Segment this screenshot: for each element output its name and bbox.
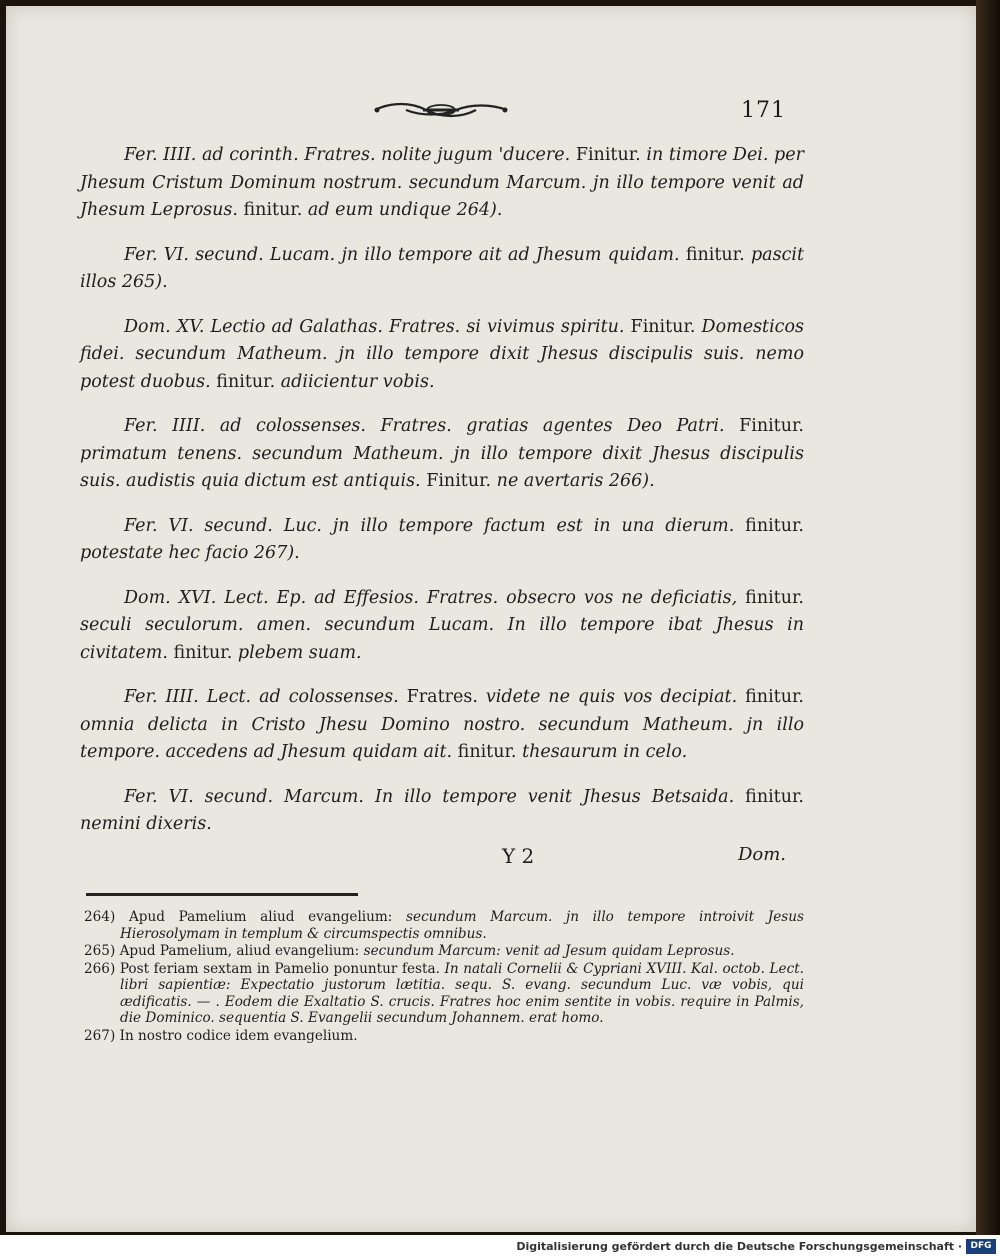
funding-credit: Digitalisierung gefördert durch die Deutsche Forschungsgemeinschaft · <box>516 1240 962 1253</box>
entry-text-segment: Fer. VI. secund. Lucam. jn illo tempore ait ad Jhesum quidam. <box>124 244 686 265</box>
entry-text-segment: videte ne quis vos decipiat. <box>485 687 746 707</box>
signature-mark: Y 2 <box>502 844 535 868</box>
footnote-text-segment: Post feriam sextam in Pamelio ponuntur festa. <box>119 960 445 977</box>
entry-text-segment: finitur. <box>745 515 804 536</box>
entry-text-segment: omnia delicta in Cristo Jhesu Domino nostro. secundum Matheum. jn illo tempore. accedens ad Jhesum quidam ait. <box>80 714 804 762</box>
footnote <box>84 909 804 942</box>
lectionary-entry <box>80 585 804 668</box>
entry-text-segment: finitur. <box>216 371 281 392</box>
footnote-divider <box>86 893 358 896</box>
footnote-text-segment: secundum Marcum. jn illo tempore introivit Jesus Hierosolymam in templum & circumspectis omnibus. <box>120 909 804 942</box>
footnote-text-segment: In natali Cornelii & Cypriani XVIII. Kal. octob. Lect. libri sapientiæ: Expectatio justorum lætitia. sequ. S. evang. secundum Luc. væ vobis, qui ædificatis. — . Eodem die Exaltatio S. crucis. Fratres hoc enim sentite in vobis. require in Palmis, die Dominico. sequentia S. Evangelii secundum Johannem. erat homo. <box>120 960 804 1026</box>
entry-text-segment: ad eum undique 264). <box>307 200 503 220</box>
catchword: Dom. <box>737 844 786 865</box>
entry-text-segment: Fer. VI. secund. Marcum. In illo tempore venit Jhesus Betsaida. <box>124 786 746 807</box>
footnote <box>84 1028 804 1045</box>
digitization-footer <box>0 1235 1000 1259</box>
dfg-logo-icon: DFG <box>966 1239 996 1254</box>
entry-text-segment: nemini dixeris. <box>80 814 212 834</box>
entry-text-segment: finitur. <box>745 587 804 608</box>
footnote-text-segment: Apud Pamelium aliud evangelium: <box>128 909 407 925</box>
entry-text-segment: Finitur. <box>630 316 702 337</box>
footnote <box>84 961 804 1027</box>
entry-text-segment: ne avertaris 266). <box>496 471 655 491</box>
lectionary-entry <box>80 314 804 397</box>
lectionary-entry <box>80 513 804 568</box>
lectionary-entry <box>80 413 804 496</box>
footnote-marker: 265) <box>84 943 120 959</box>
entry-text-segment: Fratres. <box>406 687 486 707</box>
entry-text-segment: Fer. VI. secund. Luc. jn illo tempore factum est in una dierum. <box>124 515 746 536</box>
entry-text-segment: primatum tenens. secundum Matheum. jn illo tempore dixit Jhesus discipulis suis. audistis quia dictum est antiquis. <box>80 443 804 491</box>
entry-text-segment: finitur. <box>685 244 751 265</box>
page-number: 171 <box>741 98 786 123</box>
entry-text-segment: finitur. <box>745 786 804 807</box>
entry-text-segment: finitur. <box>745 687 804 707</box>
entry-text-segment: potestate hec facio 267). <box>80 543 300 563</box>
entry-text-segment: finitur. <box>457 742 523 762</box>
entry-text-segment: seculi seculorum. amen. secundum Lucam. In illo tempore ibat Jhesus in civitatem. <box>80 615 804 663</box>
entry-text-segment: Domesticos fidei. secundum Matheum. jn illo tempore dixit Jhesus discipulis suis. nemo potest duobus. <box>80 316 804 392</box>
book-page <box>6 6 976 1232</box>
entry-text-segment: plebem suam. <box>237 642 362 663</box>
footnote-text-segment: secundum Marcum: venit ad Jesum quidam Leprosus. <box>363 943 735 959</box>
book-spine-edge <box>976 0 1000 1235</box>
lectionary-entry <box>80 784 804 839</box>
lectionary-entry <box>80 142 804 225</box>
entry-text-segment: Finitur. <box>426 471 497 491</box>
lectionary-entry <box>80 684 804 767</box>
footnotes <box>84 909 804 1045</box>
entry-text-segment: Dom. XVI. Lect. Ep. ad Effesios. Fratres. obsecro vos ne deficiatis, <box>124 587 746 608</box>
entry-text-segment: pascit illos 265). <box>80 244 804 292</box>
lectionary-entry <box>80 242 804 297</box>
footnote <box>84 943 804 960</box>
entry-text-segment: Dom. XV. Lectio ad Galathas. Fratres. si vivimus spiritu. <box>124 316 631 337</box>
entry-text-segment: Fer. IIII. ad corinth. Fratres. nolite jugum 'ducere. <box>124 145 576 165</box>
footnote-marker: 264) <box>84 909 129 925</box>
footnote-marker: 267) <box>84 1027 120 1044</box>
entry-text-segment: finitur. <box>173 642 238 663</box>
entry-text-segment: thesaurum in celo. <box>522 742 688 762</box>
headpiece-ornament-icon <box>371 98 511 122</box>
entry-text-segment: Finitur. <box>575 145 647 165</box>
entry-text-segment: in timore Dei. per Jhesum Cristum Dominum nostrum. secundum Marcum. jn illo tempore venit ad Jhesum Leprosus. <box>80 145 804 220</box>
entry-text-segment: finitur. <box>243 200 308 220</box>
lectionary-entries <box>80 142 804 856</box>
signature-line <box>80 844 804 874</box>
entry-text-segment: Fer. IIII. ad colossenses. Fratres. gratias agentes Deo Patri. <box>124 416 740 436</box>
entry-text-segment: Fer. IIII. Lect. ad colossenses. <box>124 687 407 707</box>
footnote-text-segment: Apud Pamelium, aliud evangelium: <box>119 943 364 959</box>
footnote-marker: 266) <box>84 960 120 977</box>
entry-text-segment: adiicientur vobis. <box>280 371 435 392</box>
footnote-text-segment: In nostro codice idem evangelium. <box>119 1027 358 1044</box>
entry-text-segment: Finitur. <box>739 416 804 436</box>
